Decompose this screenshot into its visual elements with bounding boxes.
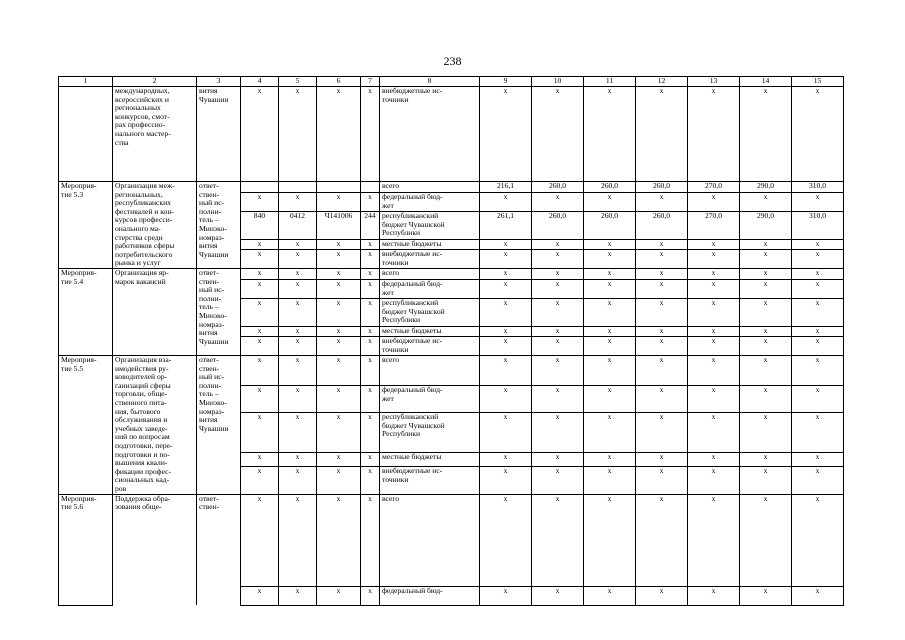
- amount-cell: x: [480, 586, 532, 605]
- funding-source: федеральный бюд-: [380, 586, 480, 605]
- budget-code: x: [361, 356, 380, 386]
- budget-code: x: [317, 299, 361, 327]
- amount-cell: x: [636, 467, 688, 494]
- amount-cell: x: [688, 453, 740, 467]
- amount-cell: x: [792, 385, 844, 412]
- column-number: 12: [636, 77, 688, 87]
- event-description: Поддержка обра- зования обще-: [113, 494, 197, 605]
- amount-cell: 260,0: [636, 212, 688, 240]
- amount-cell: x: [480, 413, 532, 453]
- amount-cell: x: [584, 299, 636, 327]
- budget-code: x: [279, 385, 317, 412]
- amount-cell: x: [480, 299, 532, 327]
- amount-cell: 290,0: [740, 182, 792, 193]
- table-row: [59, 269, 844, 280]
- amount-cell: 260,0: [584, 182, 636, 193]
- amount-cell: x: [792, 269, 844, 280]
- amount-cell: 260,0: [584, 212, 636, 240]
- amount-cell: 270,0: [688, 182, 740, 193]
- amount-cell: x: [480, 327, 532, 337]
- table-row: [59, 494, 844, 586]
- budget-code: x: [361, 467, 380, 494]
- budget-code: x: [361, 413, 380, 453]
- amount-cell: x: [584, 453, 636, 467]
- budget-code: x: [241, 299, 279, 327]
- amount-cell: x: [584, 269, 636, 280]
- amount-cell: x: [636, 299, 688, 327]
- amount-cell: x: [792, 193, 844, 212]
- budget-code: x: [279, 453, 317, 467]
- amount-cell: x: [636, 327, 688, 337]
- amount-cell: 290,0: [740, 212, 792, 240]
- budget-code: x: [317, 280, 361, 299]
- funding-source: внебюджетные ис- точники: [380, 467, 480, 494]
- funding-source: внебюджетные ис- точники: [380, 87, 480, 182]
- funding-source: местные бюджеты: [380, 327, 480, 337]
- column-number: 14: [740, 77, 792, 87]
- budget-code: x: [241, 494, 279, 586]
- amount-cell: x: [636, 586, 688, 605]
- amount-cell: x: [688, 467, 740, 494]
- amount-cell: x: [584, 337, 636, 356]
- budget-code: x: [317, 327, 361, 337]
- column-number: 2: [113, 77, 197, 87]
- budget-code: x: [317, 413, 361, 453]
- amount-cell: x: [480, 280, 532, 299]
- amount-cell: x: [792, 494, 844, 586]
- column-number: 7: [361, 77, 380, 87]
- amount-cell: x: [532, 193, 584, 212]
- funding-source: федеральный бюд- жет: [380, 193, 480, 212]
- budget-code: [361, 182, 380, 193]
- budget-code: x: [279, 299, 317, 327]
- amount-cell: x: [532, 467, 584, 494]
- amount-cell: x: [480, 240, 532, 250]
- budget-code: x: [317, 494, 361, 586]
- funding-source: местные бюджеты: [380, 240, 480, 250]
- responsible-executor: вития Чувашии: [197, 87, 241, 182]
- responsible-executor: ответ- ствен- ный ис- полни- тель – Минэко- номраз- вития Чувашии: [197, 356, 241, 495]
- amount-cell: x: [584, 240, 636, 250]
- amount-cell: x: [584, 250, 636, 269]
- amount-cell: x: [740, 299, 792, 327]
- amount-cell: x: [792, 280, 844, 299]
- budget-code: x: [317, 250, 361, 269]
- budget-code: x: [241, 327, 279, 337]
- amount-cell: x: [636, 280, 688, 299]
- amount-cell: x: [480, 87, 532, 182]
- amount-cell: x: [792, 87, 844, 182]
- amount-cell: 260,0: [532, 212, 584, 240]
- budget-code: x: [361, 586, 380, 605]
- amount-cell: x: [532, 586, 584, 605]
- amount-cell: x: [584, 586, 636, 605]
- amount-cell: x: [532, 327, 584, 337]
- page-number: 238: [443, 54, 462, 68]
- budget-code: x: [241, 193, 279, 212]
- amount-cell: x: [792, 337, 844, 356]
- table-row: [59, 356, 844, 386]
- budget-code: x: [241, 280, 279, 299]
- budget-code: x: [361, 87, 380, 182]
- amount-cell: x: [636, 337, 688, 356]
- amount-cell: x: [792, 356, 844, 386]
- budget-code: x: [317, 269, 361, 280]
- column-number: 4: [241, 77, 279, 87]
- amount-cell: 270,0: [688, 212, 740, 240]
- amount-cell: x: [584, 327, 636, 337]
- amount-cell: x: [792, 586, 844, 605]
- amount-cell: x: [636, 385, 688, 412]
- amount-cell: x: [688, 250, 740, 269]
- amount-cell: x: [480, 337, 532, 356]
- amount-cell: 310,0: [792, 182, 844, 193]
- column-number: 5: [279, 77, 317, 87]
- amount-cell: x: [688, 494, 740, 586]
- budget-code: x: [317, 385, 361, 412]
- amount-cell: x: [688, 586, 740, 605]
- amount-cell: x: [636, 356, 688, 386]
- amount-cell: x: [584, 494, 636, 586]
- amount-cell: x: [584, 385, 636, 412]
- responsible-executor: ответ- ствен- ный ис- полни- тель – Минэко- номраз- вития Чувашии: [197, 269, 241, 356]
- amount-cell: x: [740, 494, 792, 586]
- amount-cell: x: [480, 385, 532, 412]
- event-description: Организация яр- марок вакансий: [113, 269, 197, 356]
- funding-source: всего: [380, 494, 480, 586]
- budget-code: [279, 182, 317, 193]
- budget-code: x: [279, 586, 317, 605]
- amount-cell: x: [636, 269, 688, 280]
- amount-cell: x: [636, 240, 688, 250]
- budget-code: x: [241, 413, 279, 453]
- budget-code: x: [279, 269, 317, 280]
- amount-cell: x: [740, 337, 792, 356]
- funding-source: внебюджетные ис- точники: [380, 250, 480, 269]
- amount-cell: x: [532, 337, 584, 356]
- budget-code: x: [317, 356, 361, 386]
- column-number: 1: [59, 77, 113, 87]
- amount-cell: x: [584, 193, 636, 212]
- budget-code: [241, 182, 279, 193]
- budget-code: x: [317, 193, 361, 212]
- amount-cell: x: [480, 467, 532, 494]
- amount-cell: x: [480, 193, 532, 212]
- budget-code: x: [317, 453, 361, 467]
- amount-cell: x: [740, 269, 792, 280]
- amount-cell: x: [636, 453, 688, 467]
- amount-cell: x: [532, 299, 584, 327]
- amount-cell: x: [740, 250, 792, 269]
- amount-cell: x: [480, 356, 532, 386]
- budget-code: x: [361, 280, 380, 299]
- budget-code: x: [317, 337, 361, 356]
- budget-code: x: [241, 337, 279, 356]
- amount-cell: x: [792, 240, 844, 250]
- amount-cell: 310,0: [792, 212, 844, 240]
- amount-cell: x: [480, 453, 532, 467]
- funding-source: местные бюджеты: [380, 453, 480, 467]
- budget-code: x: [361, 337, 380, 356]
- budget-code: x: [361, 327, 380, 337]
- amount-cell: x: [636, 494, 688, 586]
- amount-cell: x: [688, 385, 740, 412]
- amount-cell: 261,1: [480, 212, 532, 240]
- amount-cell: 216,1: [480, 182, 532, 193]
- amount-cell: x: [584, 413, 636, 453]
- amount-cell: x: [688, 327, 740, 337]
- budget-code: x: [317, 586, 361, 605]
- funding-source: всего: [380, 182, 480, 193]
- column-number: 3: [197, 77, 241, 87]
- column-number-row: [59, 77, 844, 87]
- amount-cell: x: [636, 250, 688, 269]
- amount-cell: x: [532, 356, 584, 386]
- amount-cell: x: [584, 356, 636, 386]
- budget-code: x: [279, 327, 317, 337]
- column-number: 8: [380, 77, 480, 87]
- funding-source: внебюджетные ис- точники: [380, 337, 480, 356]
- budget-code: x: [361, 494, 380, 586]
- column-number: 6: [317, 77, 361, 87]
- amount-cell: x: [532, 269, 584, 280]
- responsible-executor: ответ- ствен-: [197, 494, 241, 605]
- budget-code: x: [241, 453, 279, 467]
- budget-code: x: [279, 356, 317, 386]
- amount-cell: x: [480, 494, 532, 586]
- amount-cell: x: [792, 250, 844, 269]
- amount-cell: x: [688, 299, 740, 327]
- program-table: [58, 76, 844, 606]
- column-number: 11: [584, 77, 636, 87]
- event-label: Мероприя- тие 5.3: [59, 182, 113, 269]
- amount-cell: x: [532, 413, 584, 453]
- budget-code: 0412: [279, 212, 317, 240]
- amount-cell: x: [532, 240, 584, 250]
- budget-code: x: [361, 269, 380, 280]
- table-row: [59, 182, 844, 193]
- budget-code: x: [279, 193, 317, 212]
- amount-cell: x: [532, 453, 584, 467]
- event-description: Организация вза- имодействия ру- ководителей ор- ганизаций сферы торговли, обще- ственного пита- ния, бытового обслуживания и учебных заведе- ний по вопросам подготовки, пере- подготовки и по- вышения квали- фикации профес- сиональных кад- ров: [113, 356, 197, 495]
- event-label: [59, 87, 113, 182]
- budget-code: x: [361, 453, 380, 467]
- budget-code: x: [279, 413, 317, 453]
- budget-code: x: [241, 356, 279, 386]
- funding-source: республиканский бюджет Чувашской Республики: [380, 413, 480, 453]
- budget-code: x: [361, 250, 380, 269]
- funding-source: федеральный бюд- жет: [380, 385, 480, 412]
- column-number: 9: [480, 77, 532, 87]
- funding-source: республиканский бюджет Чувашской Республики: [380, 299, 480, 327]
- amount-cell: x: [740, 385, 792, 412]
- budget-code: x: [279, 280, 317, 299]
- amount-cell: x: [740, 586, 792, 605]
- amount-cell: x: [740, 240, 792, 250]
- budget-code: x: [279, 467, 317, 494]
- budget-code: 840: [241, 212, 279, 240]
- budget-code: x: [241, 586, 279, 605]
- amount-cell: 260,0: [532, 182, 584, 193]
- budget-code: x: [279, 337, 317, 356]
- event-label: Мероприя- тие 5.6: [59, 494, 113, 605]
- amount-cell: x: [740, 467, 792, 494]
- budget-code: x: [361, 385, 380, 412]
- funding-source: республиканский бюджет Чувашской Республики: [380, 212, 480, 240]
- amount-cell: x: [740, 413, 792, 453]
- amount-cell: x: [792, 299, 844, 327]
- amount-cell: x: [792, 467, 844, 494]
- budget-code: [317, 182, 361, 193]
- amount-cell: x: [584, 87, 636, 182]
- amount-cell: x: [532, 280, 584, 299]
- budget-code: x: [241, 385, 279, 412]
- budget-code: x: [279, 87, 317, 182]
- amount-cell: x: [792, 413, 844, 453]
- amount-cell: x: [532, 385, 584, 412]
- event-label: Мероприя- тие 5.4: [59, 269, 113, 356]
- budget-code: 244: [361, 212, 380, 240]
- budget-code: x: [317, 87, 361, 182]
- budget-code: x: [241, 250, 279, 269]
- amount-cell: x: [792, 453, 844, 467]
- budget-code: x: [241, 87, 279, 182]
- budget-code: x: [317, 240, 361, 250]
- amount-cell: x: [740, 87, 792, 182]
- budget-code: x: [361, 299, 380, 327]
- amount-cell: x: [480, 269, 532, 280]
- amount-cell: x: [688, 87, 740, 182]
- funding-source: всего: [380, 269, 480, 280]
- amount-cell: x: [792, 327, 844, 337]
- event-description: международных, всероссийских и региональных конкурсов, смот- рах профессио- нального мастер- ства: [113, 87, 197, 182]
- amount-cell: x: [532, 494, 584, 586]
- amount-cell: x: [688, 356, 740, 386]
- column-number: 15: [792, 77, 844, 87]
- amount-cell: x: [636, 87, 688, 182]
- amount-cell: 260,0: [636, 182, 688, 193]
- column-number: 10: [532, 77, 584, 87]
- event-label: Мероприя- тие 5.5: [59, 356, 113, 495]
- amount-cell: x: [636, 193, 688, 212]
- budget-code: x: [241, 240, 279, 250]
- budget-code: x: [241, 467, 279, 494]
- event-description: Организация меж- региональных, республиканских фестивалей и кон- курсов професси- онального ма- стерства среди работников сферы потребительского рынка и услуг: [113, 182, 197, 269]
- responsible-executor: ответ- ствен- ный ис- полни- тель – Минэко- номраз- вития Чувашии: [197, 182, 241, 269]
- amount-cell: x: [740, 453, 792, 467]
- amount-cell: x: [688, 413, 740, 453]
- budget-code: Ч141006: [317, 212, 361, 240]
- budget-code: x: [361, 193, 380, 212]
- table-row: [59, 87, 844, 182]
- amount-cell: x: [480, 250, 532, 269]
- budget-code: x: [279, 494, 317, 586]
- amount-cell: x: [688, 269, 740, 280]
- budget-code: x: [241, 269, 279, 280]
- budget-code: x: [279, 240, 317, 250]
- amount-cell: x: [688, 337, 740, 356]
- amount-cell: x: [740, 280, 792, 299]
- funding-source: федеральный бюд- жет: [380, 280, 480, 299]
- amount-cell: x: [688, 240, 740, 250]
- budget-code: x: [361, 240, 380, 250]
- column-number: 13: [688, 77, 740, 87]
- funding-source: всего: [380, 356, 480, 386]
- amount-cell: x: [532, 250, 584, 269]
- amount-cell: x: [584, 280, 636, 299]
- amount-cell: x: [688, 280, 740, 299]
- amount-cell: x: [532, 87, 584, 182]
- amount-cell: x: [584, 467, 636, 494]
- amount-cell: x: [740, 356, 792, 386]
- amount-cell: x: [740, 193, 792, 212]
- amount-cell: x: [636, 413, 688, 453]
- amount-cell: x: [740, 327, 792, 337]
- budget-code: x: [317, 467, 361, 494]
- budget-code: x: [279, 250, 317, 269]
- amount-cell: x: [688, 193, 740, 212]
